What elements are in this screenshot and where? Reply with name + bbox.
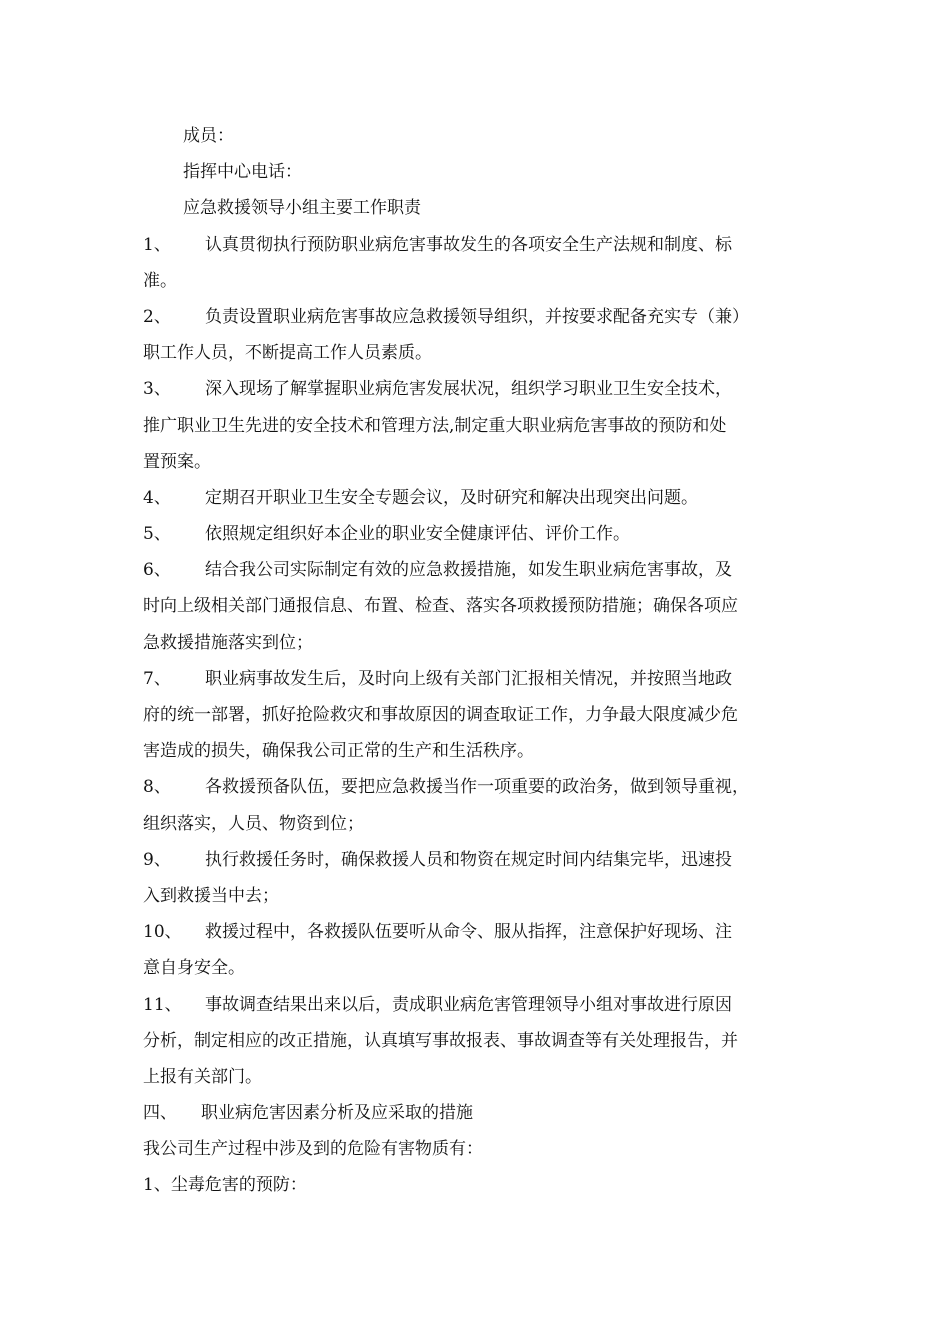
doc-line — [143, 842, 808, 878]
doc-line — [143, 480, 808, 516]
line-text: 职业病事故发生后，及时向上级有关部门汇报相关情况，并按照当地政 — [205, 668, 732, 689]
line-text: 1、尘毒危害的预防： — [143, 1175, 307, 1196]
line-text: 认真贯彻执行预防职业病危害事故发生的各项安全生产法规和制度、标 — [205, 234, 732, 255]
doc-line — [143, 1059, 808, 1095]
doc-line — [143, 371, 808, 407]
line-text: 急救援措施落实到位； — [143, 632, 313, 653]
doc-line — [143, 1023, 808, 1059]
item-number: 3、 — [143, 379, 171, 400]
line-text: 入到救援当中去； — [143, 885, 279, 906]
line-text: 职业病危害因素分析及应采取的措施 — [201, 1103, 473, 1124]
doc-line — [143, 118, 808, 154]
line-text: 执行救援任务时，确保救援人员和物资在规定时间内结集完毕，迅速投 — [205, 849, 732, 870]
doc-line — [143, 154, 808, 190]
doc-line — [143, 588, 808, 624]
line-text: 深入现场了解掌握职业病危害发展状况，组织学习职业卫生安全技术， — [205, 379, 732, 400]
item-number: 8、 — [143, 777, 171, 798]
item-number: 4、 — [143, 487, 171, 508]
doc-line — [143, 987, 808, 1023]
item-number: 11、 — [143, 994, 182, 1015]
line-text: 事故调查结果出来以后，责成职业病危害管理领导小组对事故进行原因 — [205, 994, 732, 1015]
line-text: 我公司生产过程中涉及到的危险有害物质有： — [143, 1139, 483, 1160]
document-body — [143, 118, 808, 1204]
doc-line — [143, 552, 808, 588]
item-number: 6、 — [143, 560, 171, 581]
line-text: 分析，制定相应的改正措施，认真填写事故报表、事故调查等有关处理报告，并 — [143, 1030, 738, 1051]
item-number: 10、 — [143, 922, 182, 943]
doc-line — [143, 950, 808, 986]
section-number: 四、 — [143, 1103, 177, 1124]
line-text: 上报有关部门。 — [143, 1066, 262, 1087]
item-number: 2、 — [143, 306, 171, 327]
doc-line — [143, 263, 808, 299]
doc-line — [143, 914, 808, 950]
line-text: 应急救援领导小组主要工作职责 — [183, 198, 421, 219]
line-text: 各救援预备队伍，要把应急救援当作一项重要的政治务，做到领导重视， — [205, 777, 749, 798]
line-text: 结合我公司实际制定有效的应急救援措施，如发生职业病危害事故，及 — [205, 560, 732, 581]
item-number: 7、 — [143, 668, 171, 689]
doc-line — [143, 625, 808, 661]
doc-line — [143, 190, 808, 226]
doc-line — [143, 1167, 808, 1203]
doc-line — [143, 299, 808, 335]
doc-line — [143, 444, 808, 480]
line-text: 定期召开职业卫生安全专题会议，及时研究和解决出现突出问题。 — [205, 487, 698, 508]
line-text: 推广职业卫生先进的安全技术和管理方法,制定重大职业病危害事故的预防和处 — [143, 415, 727, 436]
line-text: 准。 — [143, 270, 177, 291]
line-text: 害造成的损失，确保我公司正常的生产和生活秩序。 — [143, 741, 534, 762]
item-number: 5、 — [143, 524, 171, 545]
line-text: 指挥中心电话： — [183, 162, 302, 183]
doc-line — [143, 335, 808, 371]
line-text: 救援过程中，各救援队伍要听从命令、服从指挥，注意保护好现场、注 — [205, 922, 732, 943]
doc-line — [143, 806, 808, 842]
item-number: 9、 — [143, 849, 171, 870]
doc-line — [143, 661, 808, 697]
item-number: 1、 — [143, 234, 171, 255]
line-text: 组织落实，人员、物资到位； — [143, 813, 364, 834]
line-text: 置预案。 — [143, 451, 211, 472]
doc-line — [143, 1131, 808, 1167]
line-text: 府的统一部署，抓好抢险救灾和事故原因的调查取证工作，力争最大限度减少危 — [143, 705, 738, 725]
doc-line — [143, 227, 808, 263]
line-text: 成员： — [183, 126, 234, 146]
doc-line — [143, 769, 808, 805]
line-text: 意自身安全。 — [143, 958, 245, 979]
section-heading — [143, 1095, 808, 1131]
line-text: 依照规定组织好本企业的职业安全健康评估、评价工作。 — [205, 524, 630, 545]
line-text: 职工作人员，不断提高工作人员素质。 — [143, 343, 432, 364]
doc-line — [143, 878, 808, 914]
line-text: 负责设置职业病危害事故应急救援领导组织，并按要求配备充实专（兼） — [205, 306, 749, 327]
doc-line — [143, 408, 808, 444]
line-text: 时向上级相关部门通报信息、布置、检查、落实各项救援预防措施；确保各项应 — [143, 596, 738, 617]
doc-line — [143, 516, 808, 552]
doc-line — [143, 697, 808, 733]
doc-line — [143, 733, 808, 769]
